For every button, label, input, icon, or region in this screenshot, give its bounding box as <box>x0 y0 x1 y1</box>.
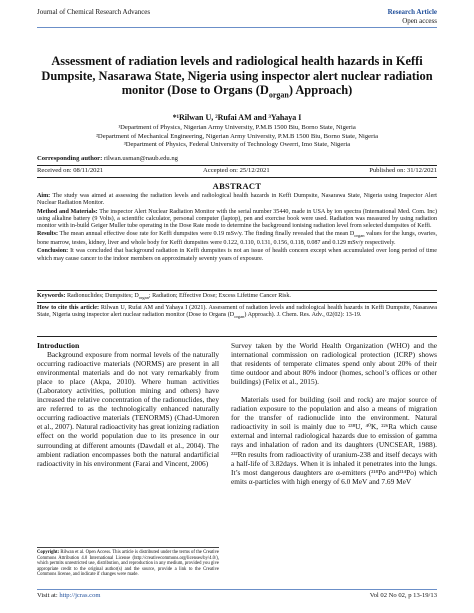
introduction-heading: Introduction <box>37 341 80 350</box>
header-divider <box>37 27 437 28</box>
divider <box>37 336 437 337</box>
volume-page-info: Vol 02 No 02, p 13-19/13 <box>369 592 437 599</box>
citation-block: How to cite this article: Rilwan U, Rufai AM and Yahaya I (2021). Assessment of radiation levels and radiological health hazards in Keffi Dumpsite, Nasarawa State, Nigeria using inspector alert nuclear radiation monitor (Dose to Organs $(D_{organ})$ Approach). J. Chem. Res. Adv., 02(02): 13-19. <box>37 305 437 320</box>
divider <box>37 302 437 303</box>
accepted-date: Accepted on: 25/12/2021 <box>203 167 270 174</box>
published-date: Published on: 31/12/2021 <box>369 167 437 174</box>
body-column-left <box>37 341 219 468</box>
body-column-right <box>231 341 437 486</box>
page-header <box>37 8 437 32</box>
divider <box>37 177 437 178</box>
divider <box>37 165 437 166</box>
abstract-body <box>37 193 437 264</box>
abstract-methods: Method and Materials: The inspector Alert Nuclear Radiation Monitor with the serial number 35440, made in USA by ion spectra (International Med. Com. Inc) using alkaline battery (9 Volts), a scientific calculator, personal computer (laptop), pen and exercise book were used. Radiation was measured by using radiation monitor with in-build Geiger Muller tube operating in the Dose Rate mode to determine the background ionising radiation level from selected dumpsites of Keffi. <box>37 208 437 230</box>
affiliation-2: ²Department of Mechanical Engineering, Nigerian Army University, P.M.B 1500 Biu, Borno State, Nigeria <box>95 132 379 140</box>
abstract-results: Results: The mean annual effective dose rate for Keffi dumpsites were 0.19 mSv/y. The finding finally revealed that the mean $D_{organ}$ values for the lungs, ovaries, bone marrow, testes, kidney, liver and whole body for Keffi dumpsites were 0.122, 0.110, 0.131, 0.156, 0.118, 0.087 and 0.129 mSv/y respectively. <box>37 231 437 246</box>
affiliation-1: ¹Department of Physics, Nigerian Army University, P.M.B 1500 Biu, Borno State, Nigeria <box>118 124 356 131</box>
abstract-heading: ABSTRACT <box>212 181 262 191</box>
journal-name: Journal of Chemical Research Advances <box>37 8 151 16</box>
abstract-aim: Aim: The study was aimed at assessing the radiation levels and radiological health hazards in Keffi Dumpsite, Nasarawa State, Nigeria using Inspector Alert Nuclear Radiation Monitor. <box>37 193 437 207</box>
corresponding-author <box>37 155 178 162</box>
footer-divider <box>37 589 437 590</box>
intro-paragraph-2: Survey taken by the World Health Organization (WHO) and the international commission on radiological protection (ICRP) shows that residents of temperate climates spend only about 20% of their time outdoor and about 80% indoor (homes, school’s offices or other buildings) (Felix et al., 2015). <box>231 341 437 387</box>
divider <box>37 290 437 291</box>
abstract-conclusion: Conclusion: It was concluded that background radiation in Keffi dumpsites is not an issue of health concern except when accumulated over long period of time which may cause cancer to the indoor members on approximately seventy years of exposure. <box>37 248 437 262</box>
received-date: Received on: 08/11/2021 <box>37 167 104 174</box>
corresponding-email-link[interactable]: rilwan.usman@naub.edu.ng <box>103 155 178 162</box>
keywords: Keywords: Radionuclides; Dumpsites; $D_{organ}$; Radiation; Effective Dose; Excess Lifetime Cancer Risk. <box>37 293 291 301</box>
article-type-label: Research Article <box>387 8 437 16</box>
journal-url-link[interactable]: http://jcras.com <box>59 592 101 599</box>
access-label: Open access <box>402 17 437 25</box>
author-list: *¹Rilwan U, ²Rufai AM and ³Yahaya I <box>172 113 302 122</box>
article-title: Assessment of radiation levels and radiological health hazards in Keffi Dumpsite, Nasarawa State, Nigeria using inspector alert nuclear radiation monitor (Dose to Organs $(D_{organ})$ Approach) <box>41 54 433 100</box>
corresponding-label: Corresponding author: <box>37 155 103 162</box>
page-footer <box>37 592 437 601</box>
copyright-notice: Copyright: Rilwan et al. Open Access. This article is distributed under the terms of the Creative Commons Attribution 4.0 International License (http://creativecommons.org/licenses/by/4.0/), which permits unrestricted use, distribution, and reproduction in any medium, provided you give appropriate credit to the original author(s) and the source, provide a link to the Creative Commons license, and indicate if changes were made. <box>37 547 219 578</box>
intro-paragraph-3: Materials used for building (soil and rock) are major source of radiation exposure to the population and also a means of migration for the transfer of radionuclide into the environment. Natural radioactivity in soil is mainly due to ²³⁸U, ⁴⁰K, ²²⁶Ra which cause external and internal radiological hazards due to emission of gamma rays and inhalation of radon and its daughters (UNCSEAR, 1988). ²²²Rn results from radioactivity of uranium-238 and itself decays with a half-life of 3.82days. When it is inhaled it penetrates into the lungs. It’s most dangerous daughters are α-emitters (²¹⁸Po and²¹⁴Po) which emits α-particles with high energy of 6.0 MeV and 7.69 MeV <box>231 395 437 486</box>
article-dates <box>37 167 437 176</box>
intro-paragraph-1: Background exposure from normal levels of the naturally occurring radioactive materials (NORMS) are present in all environmental materials and do not vary remarkably from place to place (Akpa, 2010). Where human activities (Laboratory activities, pollution mining and others) have increased the relative concentration of the radionuclides, they are referred to as the technologically enhanced naturally occurring radioactive materials (TENORMS) (Chad-Umoren et al., 2007). Natural radioactivity has great ionizing radiation effect on the world population due to its presence in our surrounding at different amounts (Dawdall et al., 2004). The ambient radiation encompasses both the natural andartificial radioactivity in his environment (Farai and Vincent, 2006) <box>37 350 219 468</box>
footer-visit: Visit at: http://jcras.com <box>37 592 101 599</box>
affiliation-3: ³Department of Physics, Federal University of Technology Owerri, Imo State, Nigeria <box>123 141 351 149</box>
affiliations <box>37 124 437 150</box>
